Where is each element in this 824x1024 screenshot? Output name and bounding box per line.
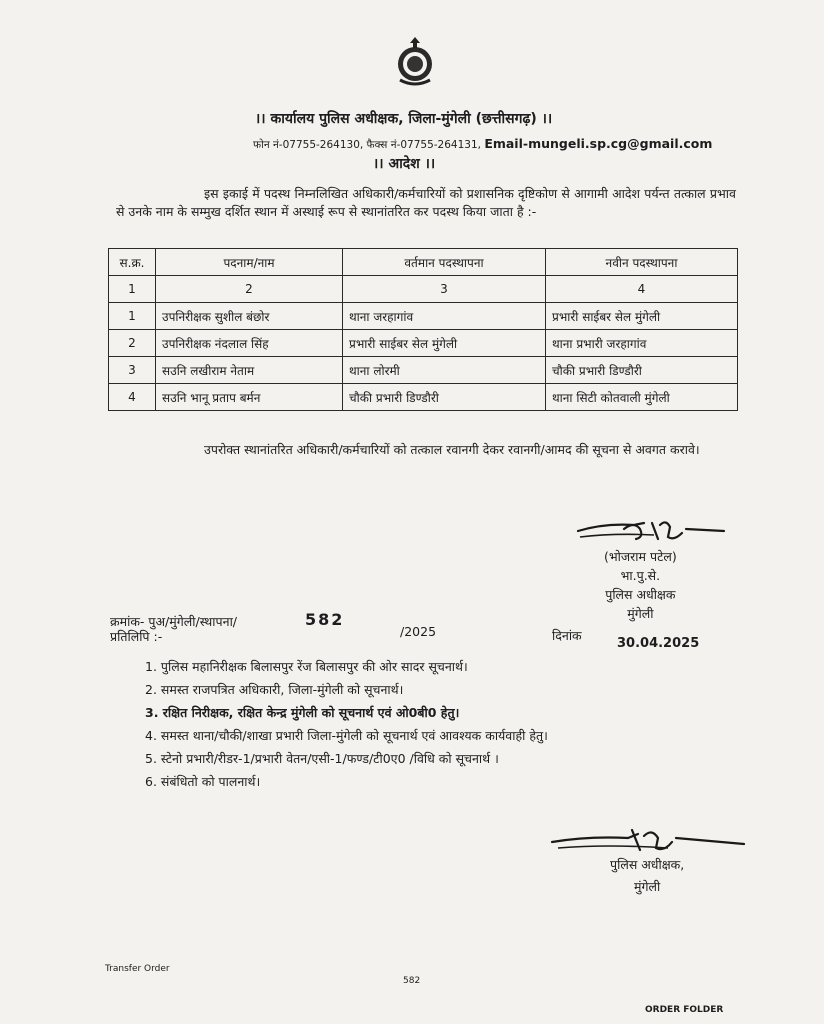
signatory-district: मुंगेली [634,879,661,894]
table-cell: 1 [109,276,156,303]
signatory-block [604,547,677,623]
office-title: ।। कार्यालय पुलिस अधीक्षक, जिला-मुंगेली (छत्तीसगढ़) ।। [255,111,553,127]
email-address: Email-mungeli.sp.cg@gmail.com [484,136,713,151]
table-cell: प्रभारी साईबर सेल मुंगेली [546,303,738,330]
table-cell: थाना सिटी कोतवाली मुंगेली [546,384,738,411]
footer-folder-label: ORDER FOLDER [645,1005,724,1015]
table-cell: 3 [109,357,156,384]
transfer-table [108,248,738,411]
table-cell: 4 [546,276,738,303]
header-current-posting: वर्तमान पदस्थापना [343,249,546,276]
table-row [109,357,738,384]
table-cell: उपनिरीक्षक नंदलाल सिंह [156,330,343,357]
header-serial: स.क्र. [109,249,156,276]
order-date: 30.04.2025 [617,636,700,651]
list-item: 4. समस्त थाना/चौकी/शाखा प्रभारी जिला-मुंगेली को सूचनार्थ एवं आवश्यक कार्यवाही हेतु। [145,728,548,743]
signatory-block-2 [610,854,684,898]
table-cell: चौकी प्रभारी डिण्डौरी [546,357,738,384]
table-row [109,303,738,330]
table-cell: सउनि भानू प्रताप बर्मन [156,384,343,411]
footer-label: Transfer Order [105,964,170,974]
signatory-designation: पुलिस अधीक्षक [605,587,676,602]
date-label: दिनांक [552,628,582,643]
header-name: पदनाम/नाम [156,249,343,276]
list-item: 3. रक्षित निरीक्षक, रक्षित केन्द्र मुंगेली को सूचनार्थ एवं ओ0बी0 हेतु। [145,705,460,720]
table-cell: उपनिरीक्षक सुशील बंछोर [156,303,343,330]
table-cell: सउनि लखीराम नेताम [156,357,343,384]
table-row [109,330,738,357]
list-item: 1. पुलिस महानिरीक्षक बिलासपुर रेंज बिलासपुर की ओर सादर सूचनार्थ। [145,659,468,674]
table-cell: चौकी प्रभारी डिण्डौरी [343,384,546,411]
header-new-posting: नवीन पदस्थापना [546,249,738,276]
signatory-designation: पुलिस अधीक्षक, [610,857,685,872]
table-cell: थाना प्रभारी जरहागांव [546,330,738,357]
list-item: 6. संबंधितो को पालनार्थ। [145,774,261,789]
signatory-district: मुंगेली [627,606,654,621]
table-cell: 2 [156,276,343,303]
closing-text: उपरोक्त स्थानांतरित अधिकारी/कर्मचारियों को तत्काल रवानगी देकर रवानगी/आमद की सूचना से अवगत करावे। [204,442,700,457]
table-cell: 2 [109,330,156,357]
intro-text: इस इकाई में पदस्थ निम्नलिखित अधिकारी/कर्मचारियों को प्रशासनिक दृष्टिकोण से आगामी आदेश पर्यन्त तत्काल प्रभाव से उनके नाम के सम्मुख दर्शित स्थान में अस्थाई रूप से स्थानांतरित कर पदस्थ किया जाता है :- [116,186,736,219]
police-emblem-icon [394,36,436,88]
table-cell: थाना लोरमी [343,357,546,384]
copy-list [145,655,548,793]
table-cell: 4 [109,384,156,411]
signatory-service: भा.पु.से. [620,568,661,583]
order-reference-label: क्रमांक- पुअ/मुंगेली/स्थापना/ [110,614,238,629]
order-number: 582 [305,610,345,629]
table-numbering-row [109,276,738,303]
order-heading: ।। आदेश ।। [373,156,436,172]
signatory-name: (भोजराम पटेल) [604,549,677,564]
table-cell: 1 [109,303,156,330]
table-cell: 3 [343,276,546,303]
table-row [109,384,738,411]
intro-paragraph [116,185,736,221]
phone-fax: फोन नं-07755-264130, फैक्स नं-07755-264131, [253,139,481,151]
table-cell: प्रभारी साईबर सेल मुंगेली [343,330,546,357]
list-item: 2. समस्त राजपत्रित अधिकारी, जिला-मुंगेली को सूचनार्थ। [145,682,404,697]
footer-page-number: 582 [403,976,421,986]
closing-paragraph [116,440,728,459]
table-cell: थाना जरहागांव [343,303,546,330]
table-header-row [109,249,738,276]
contact-line [253,136,712,152]
copy-to-label: प्रतिलिपि :- [110,629,163,644]
order-year: /2025 [400,624,437,639]
list-item: 5. स्टेनो प्रभारी/रीडर-1/प्रभारी वेतन/एसी-1/फण्ड/टी0ए0 /विधि को सूचनार्थ । [145,751,499,766]
